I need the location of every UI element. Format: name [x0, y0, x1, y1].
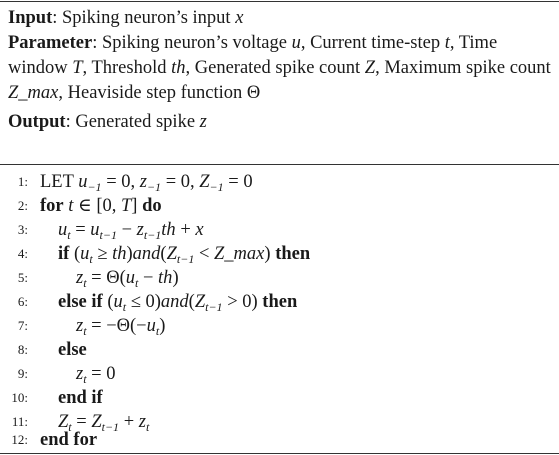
line-code: $z_t = -\Theta(-u_t)$	[76, 316, 166, 338]
input-var: x	[235, 8, 244, 28]
input-text: : Spiking neuron’s input	[52, 8, 236, 28]
input-line	[8, 6, 553, 31]
line-number: 10:	[11, 390, 28, 405]
line-code: LET $u_{-1} = 0$, $z_{-1} = 0$, $Z_{-1} = 0$	[40, 172, 253, 194]
line-number: 4:	[17, 246, 28, 261]
line-code: for t ∈ [0, T] do	[40, 196, 162, 216]
algo-line-4	[0, 242, 559, 266]
line-number: 11:	[11, 414, 28, 429]
parameter-block	[8, 31, 553, 106]
algo-line-6	[0, 290, 559, 314]
line-number: 12:	[11, 432, 28, 447]
line-code: $z_t = 0$	[76, 364, 116, 386]
line-code: else if $(u_t \le 0)and(Z_{t-1} > 0)$ then	[58, 292, 298, 314]
top-rule	[0, 1, 559, 2]
parameter-label: Parameter	[8, 33, 93, 53]
output-text: : Generated spike	[65, 112, 200, 132]
output-line	[8, 110, 553, 135]
line-code: end if	[58, 388, 103, 408]
bottom-rule	[0, 453, 559, 454]
line-code: if $(u_t \ge th)and(Z_{t-1}$ < Z_max) then	[58, 244, 311, 266]
line-code: else	[58, 340, 87, 360]
line-number: 9:	[17, 366, 28, 381]
algo-line-1	[0, 170, 559, 194]
algo-line-12	[0, 428, 559, 452]
output-var: z	[199, 112, 207, 132]
line-number: 5:	[17, 270, 28, 285]
algo-line-7	[0, 314, 559, 338]
input-label: Input	[8, 8, 53, 28]
header-rule	[0, 164, 559, 165]
line-number: 1:	[17, 174, 28, 189]
parameter-text: : Spiking neuron’s voltage u, Current time-step t, Time window T, Threshold th, Generated spike count Z, Maximum spike count Z_max, Heaviside step function Θ	[8, 33, 551, 103]
algo-line-2	[0, 194, 559, 218]
algo-line-3	[0, 218, 559, 242]
algo-line-9	[0, 362, 559, 386]
line-code: end for	[40, 430, 98, 450]
line-number: 6:	[17, 294, 28, 309]
output-label: Output	[8, 112, 66, 132]
line-code: $Z_t = Z_{t-1} + z_t$	[58, 412, 150, 434]
algo-line-5	[0, 266, 559, 290]
line-number: 8:	[17, 342, 28, 357]
line-code: $u_t = u_{t-1} - z_{t-1}th + x$	[58, 220, 204, 242]
line-number: 2:	[17, 198, 28, 213]
algo-line-8	[0, 338, 559, 362]
line-code: $z_t = \Theta(u_t - th)$	[76, 268, 179, 290]
algo-line-10	[0, 386, 559, 410]
line-number: 3:	[17, 222, 28, 237]
line-number: 7:	[17, 318, 28, 333]
